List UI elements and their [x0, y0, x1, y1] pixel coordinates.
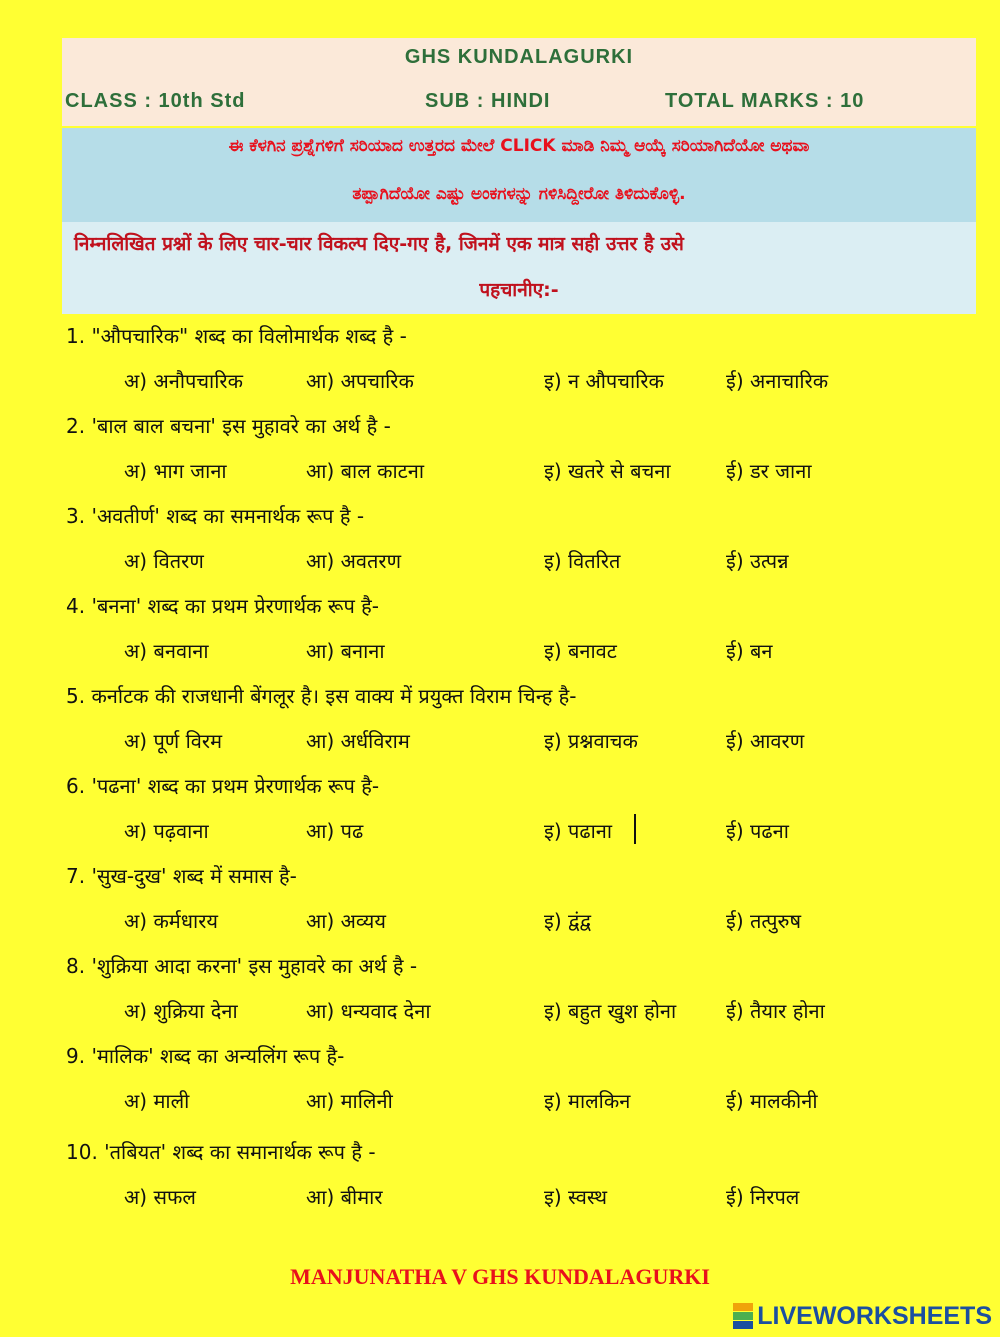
liveworksheets-logo-icon: [733, 1303, 753, 1329]
answer-option[interactable]: अ) पूर्ण विरम: [124, 729, 223, 753]
answer-option[interactable]: अ) कर्मधारय: [124, 909, 219, 933]
answer-option[interactable]: अ) अनौपचारिक: [124, 369, 243, 393]
school-name: GHS KUNDALAGURKI: [404, 46, 634, 68]
brand-text: LIVEWORKSHEETS: [757, 1301, 992, 1330]
answer-option[interactable]: इ) न औपचारिक: [544, 369, 664, 393]
answer-option[interactable]: इ) वितरित: [544, 549, 621, 573]
answer-option[interactable]: इ) बनावट: [544, 639, 617, 663]
answer-option[interactable]: आ) पढ: [306, 819, 364, 843]
total-marks-label: TOTAL MARKS : 10: [665, 90, 865, 112]
answer-option[interactable]: ई) पढना: [726, 819, 789, 843]
answer-option[interactable]: ई) तैयार होना: [726, 999, 825, 1023]
answer-option[interactable]: अ) भाग जाना: [124, 459, 227, 483]
footer-credit: MANJUNATHA V GHS KUNDALAGURKI: [290, 1264, 710, 1289]
answer-option[interactable]: अ) शुक्रिया देना: [124, 999, 238, 1023]
answer-option[interactable]: अ) माली: [124, 1089, 190, 1113]
answer-option[interactable]: अ) सफल: [124, 1185, 196, 1209]
kannada-instruction-line-2: ತಪ್ಪಾಗಿದೆಯೋ ಎಷ್ಟು ಅಂಕಗಳನ್ನು ಗಳಿಸಿದ್ದೀರೋ ತಿಳಿದುಕೊಳ್ಳಿ.: [352, 184, 686, 204]
answer-option[interactable]: ई) निरपल: [726, 1185, 800, 1209]
answer-option[interactable]: ई) अनाचारिक: [726, 369, 829, 393]
question-text: 5. कर्नाटक की राजधानी बेंगलूर है। इस वाक्य में प्रयुक्त विराम चिन्ह है-: [66, 684, 577, 708]
answer-option[interactable]: ई) आवरण: [726, 729, 805, 753]
question-text: 2. 'बाल बाल बचना' इस मुहावरे का अर्थ है -: [66, 414, 391, 438]
hindi-instruction-line-2: पहचानीए:-: [479, 279, 559, 301]
answer-option[interactable]: ई) बन: [726, 639, 773, 663]
answer-option[interactable]: इ) बहुत खुश होना: [544, 999, 677, 1023]
question-text: 7. 'सुख-दुख' शब्द में समास है-: [66, 864, 297, 888]
class-label: CLASS : 10th Std: [65, 90, 246, 112]
answer-option[interactable]: इ) प्रश्नवाचक: [544, 729, 638, 753]
text-cursor: [634, 814, 636, 844]
answer-option[interactable]: अ) बनवाना: [124, 639, 209, 663]
answer-option[interactable]: इ) मालकिन: [544, 1089, 631, 1113]
question-text: 3. 'अवतीर्ण' शब्द का समनार्थक रूप है -: [66, 504, 365, 528]
answer-option[interactable]: अ) पढ़वाना: [124, 819, 209, 843]
question-text: 10. 'तबियत' शब्द का समानार्थक रूप है -: [66, 1140, 376, 1164]
question-text: 9. 'मालिक' शब्द का अन्यलिंग रूप है-: [66, 1044, 345, 1068]
worksheet-header: [62, 38, 976, 126]
subject-label: SUB : HINDI: [425, 90, 551, 112]
answer-option[interactable]: आ) अवतरण: [306, 549, 402, 573]
answer-option[interactable]: आ) बीमार: [306, 1185, 383, 1209]
answer-option[interactable]: इ) पढाना: [544, 819, 613, 843]
answer-option[interactable]: ई) तत्पुरुष: [726, 909, 802, 933]
question-text: 8. 'शुक्रिया आदा करना' इस मुहावरे का अर्थ है -: [66, 954, 418, 978]
question-text: 1. "औपचारिक" शब्द का विलोमार्थक शब्द है -: [66, 324, 407, 348]
kannada-instruction-line-1: ಈ ಕೆಳಗಿನ ಪ್ರಶ್ನೆಗಳಿಗೆ ಸರಿಯಾದ ಉತ್ತರದ ಮೇಲೆ CLICK ಮಾಡಿ ನಿಮ್ಮ ಆಯ್ಕೆ ಸರಿಯಾಗಿದೆಯೋ ಅಥವಾ: [228, 136, 810, 156]
answer-option[interactable]: आ) अव्यय: [306, 909, 386, 933]
answer-option[interactable]: इ) खतरे से बचना: [544, 459, 671, 483]
liveworksheets-brand[interactable]: [733, 1300, 992, 1332]
answer-option[interactable]: आ) बाल काटना: [306, 459, 425, 483]
answer-option[interactable]: आ) अर्धविराम: [306, 729, 410, 753]
answer-option[interactable]: इ) द्वंद्व: [544, 909, 591, 933]
answer-option[interactable]: अ) वितरण: [124, 549, 204, 573]
kannada-instructions: [62, 128, 976, 222]
hindi-instruction-line-1: निम्नलिखित प्रश्नों के लिए चार-चार विकल्प दिए-गए है, जिनमें एक मात्र सही उत्तर है उसे: [74, 233, 684, 255]
hindi-instructions: [62, 222, 976, 314]
answer-option[interactable]: ई) डर जाना: [726, 459, 812, 483]
answer-option[interactable]: आ) मालिनी: [306, 1089, 393, 1113]
question-text: 4. 'बनना' शब्द का प्रथम प्रेरणार्थक रूप है-: [66, 594, 379, 618]
answer-option[interactable]: ई) मालकीनी: [726, 1089, 818, 1113]
answer-option[interactable]: आ) धन्यवाद देना: [306, 999, 431, 1023]
answer-option[interactable]: इ) स्वस्थ: [544, 1185, 608, 1209]
answer-option[interactable]: आ) अपचारिक: [306, 369, 414, 393]
question-text: 6. 'पढना' शब्द का प्रथम प्रेरणार्थक रूप है-: [66, 774, 380, 798]
answer-option[interactable]: आ) बनाना: [306, 639, 385, 663]
answer-option[interactable]: ई) उत्पन्न: [726, 549, 789, 573]
